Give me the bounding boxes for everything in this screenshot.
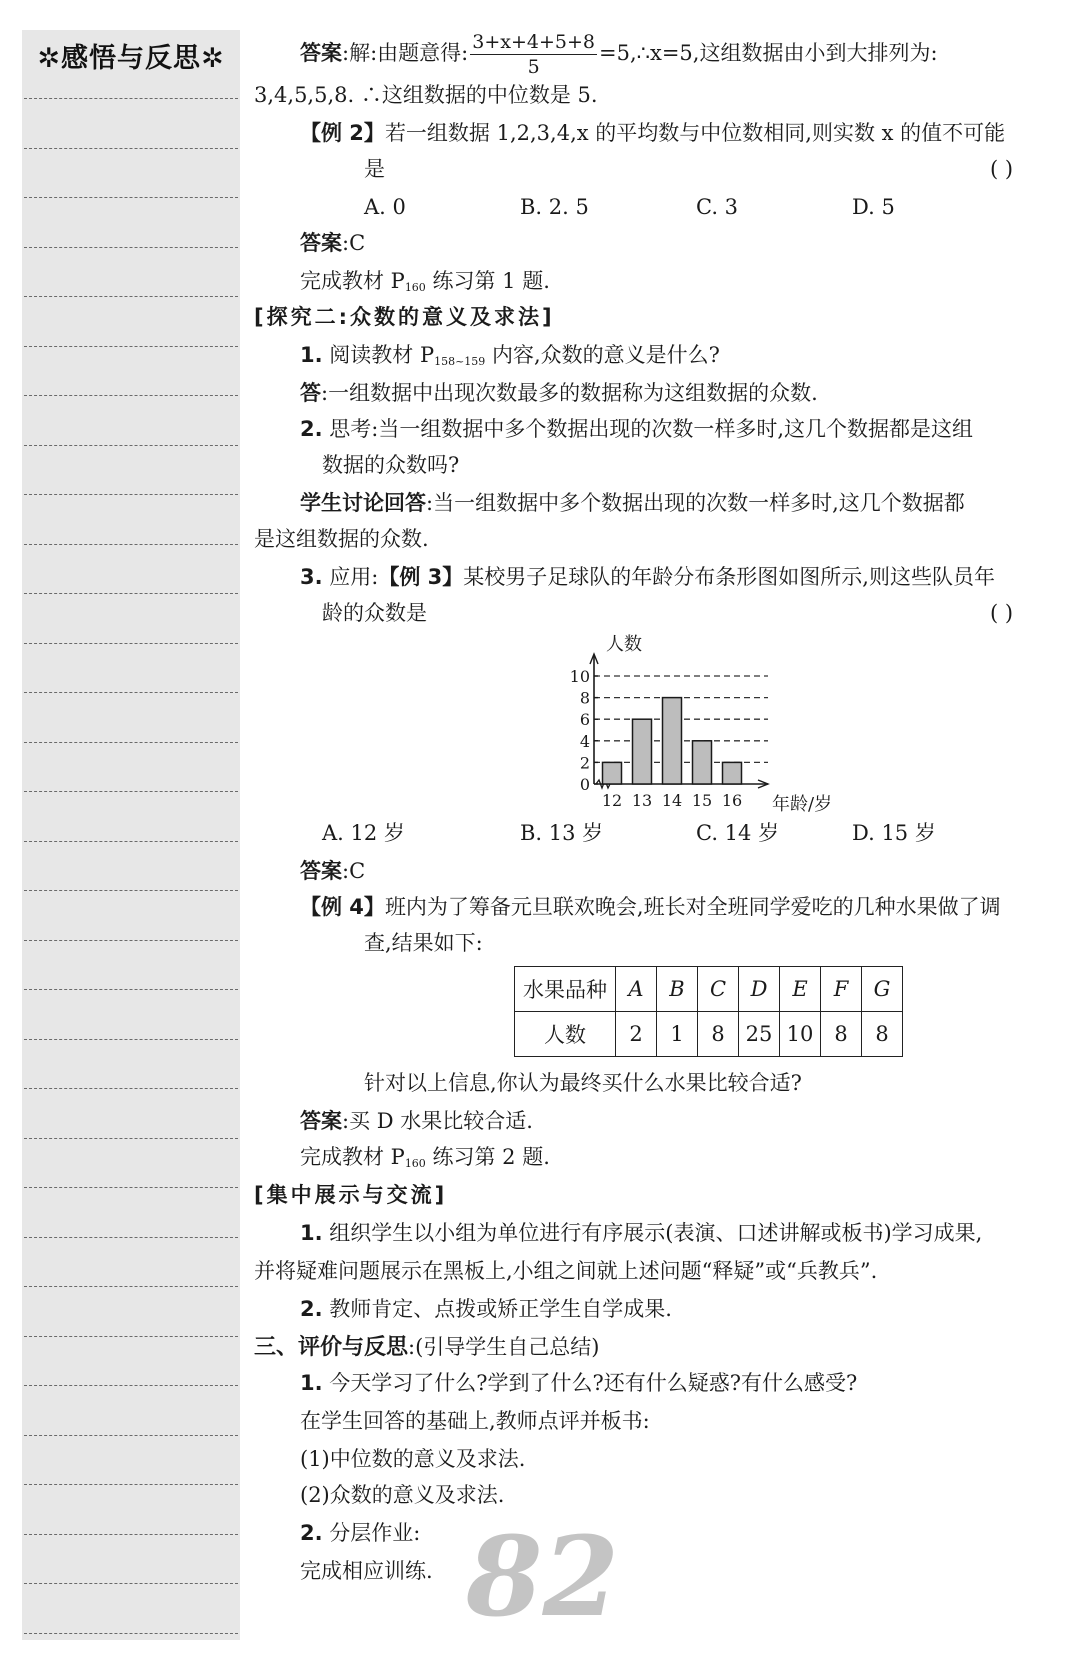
example-label: 【例 4】: [300, 895, 385, 919]
answer-2: [300, 228, 365, 258]
question-text: 思考:当一组数据中多个数据出现的次数一样多时,这几个数据都是这组: [322, 417, 974, 441]
section-title-presentation: [集中展示与交流]: [254, 1183, 448, 1207]
task-1: [300, 266, 550, 303]
summary-point-1: (1)中位数的意义及求法.: [300, 1447, 526, 1471]
question-text: 阅读教材 P: [322, 343, 435, 367]
bar-14: [663, 698, 682, 784]
question-2: [300, 414, 973, 444]
example-text: 若一组数据 1,2,3,4,x 的平均数与中位数相同,则实数 x 的值不可能: [384, 121, 1006, 145]
option-a: A. 0: [364, 195, 406, 219]
page-number: 82: [466, 1512, 620, 1641]
section-note: :(引导学生自己总结): [408, 1335, 600, 1359]
task-text-cont: 练习第 2 题.: [425, 1145, 550, 1169]
table-cell: 8: [862, 1012, 903, 1057]
y-tick-label: 8: [579, 688, 590, 708]
presentation-item-1: [300, 1218, 982, 1248]
section-title-explore-2: [探究二:众数的意义及求法]: [254, 305, 555, 329]
section-title-evaluation: [254, 1332, 599, 1363]
y-tick-label: 6: [579, 710, 590, 730]
fraction: [470, 30, 597, 79]
answer-text: :买 D 水果比较合适.: [342, 1109, 533, 1133]
task-text-cont: 练习第 1 题.: [425, 269, 550, 293]
option-d: D. 5: [852, 195, 895, 219]
task-text: 完成教材 P: [300, 1145, 405, 1169]
page-subscript: 160: [404, 1157, 426, 1170]
example-label: 【例 2】: [300, 121, 385, 145]
option-b: B. 2. 5: [520, 195, 589, 219]
x-axis-label: 年龄/岁: [772, 794, 833, 812]
x-tick-label: 15: [691, 791, 713, 810]
option-b: B. 13 岁: [520, 821, 604, 845]
table-cell: 10: [780, 1012, 821, 1057]
page-subscript: 158~159: [434, 355, 486, 368]
answer-text: :一组数据中出现次数最多的数据称为这组数据的众数.: [321, 381, 818, 405]
y-axis-label: 人数: [606, 634, 642, 655]
option-d: D. 15 岁: [852, 821, 936, 845]
answer-label: 答案: [300, 1109, 342, 1133]
table-cell: F: [821, 967, 862, 1012]
table-cell: C: [698, 967, 739, 1012]
table-cell: E: [780, 967, 821, 1012]
question-number: 2.: [300, 417, 323, 441]
answer-paren: ( ): [990, 157, 1014, 181]
question-2-cont: 数据的众数吗?: [322, 453, 460, 477]
question-1: [300, 340, 720, 377]
table-cell: 2: [616, 1012, 657, 1057]
option-c: C. 14 岁: [696, 821, 780, 845]
discussion-label: 学生讨论回答: [300, 491, 426, 515]
sidebar-title: ✲感悟与反思✲: [37, 43, 225, 74]
example-text: 班内为了筹备元旦联欢晚会,班长对全班同学爱吃的几种水果做了调: [384, 895, 1001, 919]
item-text: 分层作业:: [322, 1521, 421, 1545]
page-subscript: 160: [404, 281, 426, 294]
example-4-cont: 查,结果如下:: [364, 931, 483, 955]
presentation-item-1-cont: 并将疑难问题展示在黑板上,小组之间就上述问题“释疑”或“兵教兵”.: [254, 1259, 878, 1283]
table-cell: 8: [821, 1012, 862, 1057]
question-number: 1.: [300, 343, 323, 367]
reflection-item-1: [300, 1368, 857, 1398]
answer-text: :C: [342, 231, 366, 255]
option-c: C. 3: [696, 195, 739, 219]
answer-label: 答案: [300, 231, 342, 255]
example-2: [300, 118, 1005, 148]
question-text: 应用:: [322, 565, 379, 589]
bar-16: [723, 762, 742, 784]
answer-1-cont: 3,4,5,5,8. ∴这组数据的中位数是 5.: [254, 83, 598, 107]
table-row-header: [515, 967, 903, 1012]
answer-label: 答案: [300, 41, 342, 65]
y-tick-label: 2: [579, 753, 590, 773]
example-label: 【例 3】: [378, 565, 464, 589]
answer-label: 答: [300, 381, 321, 405]
fraction-denominator: 5: [527, 56, 540, 78]
table-cell: B: [657, 967, 698, 1012]
student-discussion-cont: 是这组数据的众数.: [254, 527, 429, 551]
bar-12: [603, 762, 622, 784]
example-4-question: 针对以上信息,你认为最终买什么水果比较合适?: [364, 1071, 802, 1095]
answer-4: [300, 1106, 533, 1136]
student-discussion: [300, 488, 965, 518]
x-tick-label: 12: [601, 791, 623, 810]
question-3: [300, 562, 995, 592]
y-tick-label: 4: [579, 731, 590, 751]
fruit-survey-table: [514, 966, 903, 1057]
reflection-item-2: [300, 1518, 420, 1548]
y-tick-label: 0: [579, 775, 590, 794]
question-text-cont: 内容,众数的意义是什么?: [485, 343, 720, 367]
item-text: 教师肯定、点拨或矫正学生自学成果.: [322, 1297, 672, 1321]
question-number: 3.: [300, 565, 323, 589]
answer-1: [300, 30, 938, 79]
table-cell: G: [862, 967, 903, 1012]
example-4: [300, 892, 1001, 922]
table-cell: A: [616, 967, 657, 1012]
x-tick-label: 13: [631, 791, 653, 810]
answer-paren: ( ): [990, 601, 1014, 625]
item-text: 组织学生以小组为单位进行有序展示(表演、口述讲解或板书)学习成果,: [322, 1221, 983, 1245]
bar-15: [693, 741, 712, 784]
table-cell: 1: [657, 1012, 698, 1057]
section-heading: 三、评价与反思: [254, 1335, 409, 1360]
reflection-item-2-cont: 完成相应训练.: [300, 1559, 433, 1583]
item-number: 1.: [300, 1221, 323, 1245]
answer-3: [300, 856, 365, 886]
answer-label: 答案: [300, 859, 342, 883]
table-row-label: 人数: [515, 1012, 616, 1057]
y-tick-label: 10: [569, 667, 590, 686]
question-3-cont: 龄的众数是: [322, 601, 427, 625]
answer-text: :C: [342, 859, 366, 883]
age-bar-chart: [560, 632, 840, 812]
reflection-item-1-cont: 在学生回答的基础上,教师点评并板书:: [300, 1409, 650, 1433]
table-cell: D: [739, 967, 780, 1012]
summary-point-2: (2)众数的意义及求法.: [300, 1483, 505, 1507]
table-cell: 8: [698, 1012, 739, 1057]
item-number: 2.: [300, 1521, 323, 1545]
discussion-text: :当一组数据中多个数据出现的次数一样多时,这几个数据都: [426, 491, 965, 515]
example-2-cont: 是: [364, 157, 385, 181]
task-2: [300, 1142, 550, 1179]
x-tick-label: 14: [661, 791, 683, 810]
question-text-cont: 某校男子足球队的年龄分布条形图如图所示,则这些队员年: [463, 565, 995, 589]
presentation-item-2: [300, 1294, 672, 1324]
fraction-numerator: 3+x+4+5+8: [472, 31, 595, 53]
task-text: 完成教材 P: [300, 269, 405, 293]
item-number: 2.: [300, 1297, 323, 1321]
table-row-counts: [515, 1012, 903, 1057]
option-a: A. 12 岁: [322, 821, 405, 845]
table-header-label: 水果品种: [515, 967, 616, 1012]
item-number: 1.: [300, 1371, 323, 1395]
answer-text-cont: =5,∴x=5,这组数据由小到大排列为:: [598, 41, 938, 65]
item-text: 今天学习了什么?学到了什么?还有什么疑惑?有什么感受?: [322, 1371, 858, 1395]
answer-text: :解:由题意得:: [342, 41, 469, 65]
table-cell: 25: [739, 1012, 780, 1057]
bar-13: [633, 719, 652, 784]
answer-q1: [300, 378, 818, 408]
x-tick-label: 16: [721, 791, 743, 810]
